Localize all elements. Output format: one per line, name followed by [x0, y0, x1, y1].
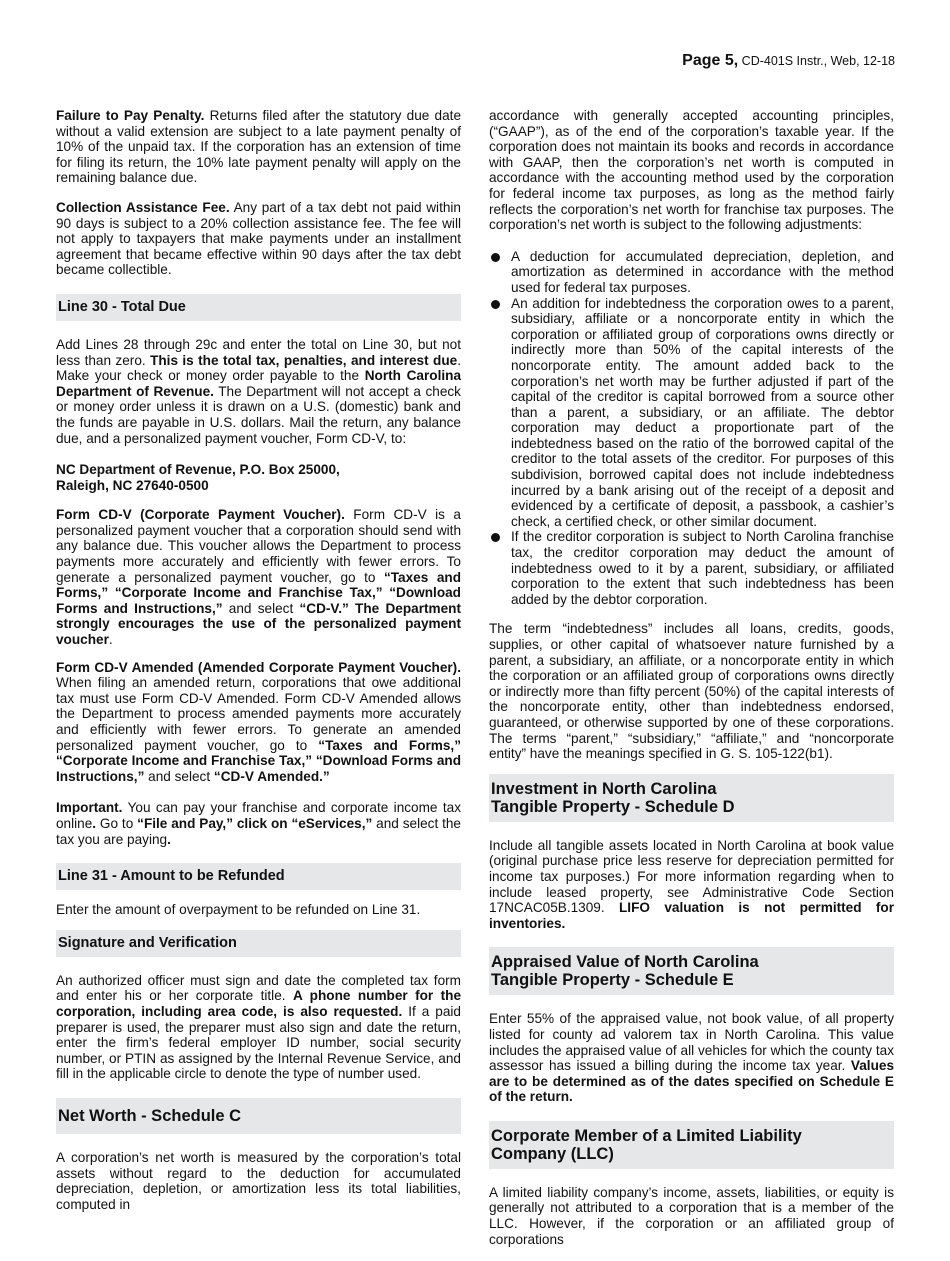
signature-text-1: An authorized officer must sign and date the completed tax form and enter his or her corporate title. [56, 972, 461, 1004]
cdv-amended-paragraph [56, 660, 461, 785]
important-paragraph [56, 800, 461, 847]
collection-fee-text: Any part of a tax debt not paid within 90 days is subject to a 20% collection assistance fee. The fee will not apply to taxpayers that make payments under an installment agreement that became effective within 90 days after the tax debt became collectible. [56, 199, 461, 278]
line30-text-2: . Make your check or money order payable to the [56, 352, 461, 384]
page-header [682, 52, 895, 70]
llc-heading-line-1: Corporate Member of a Limited Liability [491, 1126, 802, 1145]
schedule-e-heading-line-2: Tangible Property - Schedule E [491, 971, 734, 990]
line30-bold-2: North Carolina Department of Revenue. [56, 368, 462, 399]
schedule-d-bold: LIFO valuation is not permitted for inventories. [489, 900, 894, 931]
cdv-text-1: Form CD-V is a personalized payment voucher that a corporation should send with any balance due. This voucher allows the Department to process payments more accurately and efficiently with fewer errors. To generate a personalized payment voucher, go to [56, 507, 461, 585]
signature-heading: Signature and Verification [56, 930, 461, 957]
schedule-d-text: Include all tangible assets located in North Carolina at book value (original purchase price less reserve for depreciation permitted for income tax purposes.) For more information regarding when to include leased property, see Administrative Code Section 17NCAC05B.1309. [489, 837, 894, 916]
important-bold-2: “File and Pay,” click on “eServices,” [137, 815, 373, 831]
right-column [489, 108, 894, 1261]
bullet-icon [491, 533, 500, 542]
list-item-text: An addition for indebtedness the corporation owes to a parent, subsidiary, affiliate or a noncorporate entity in which the corporation or affiliated group of corporations owns directly or indirectly more than 50% of the capital interests of the noncorporate entity. The amount added back to the corporation’s net worth may be further adjusted if part of the capital of the creditor is capital borrowed from a source other than a parent, a subsidiary, or an affiliate. The debtor corporation may deduct a proportionate part of the indebtedness based on the ratio of the borrowed capital of the creditor to the total assets of the creditor. For purposes of this subdivision, borrowed capital does not include indebtedness incurred by a bank arising out of the receipt of a deposit and evidenced by a certificate of deposit, a passbook, a cashier’s check, a certified check, or other similar document. [511, 295, 894, 529]
important-text-2: Go to [96, 815, 138, 831]
signature-bold-1: A phone number for the corporation, including area code, is also requested. [56, 988, 462, 1019]
networth-paragraph: A corporation’s net worth is measured by the corporation’s total assets without regard to the deduction for accumulated depreciation, depletion, or amortization less its total liabilities, computed in [56, 1149, 461, 1212]
important-bold-3: . [167, 831, 171, 847]
indebtedness-paragraph: The term “indebtedness” includes all loans, credits, goods, supplies, or other capital of whatsoever nature furnished by a parent, a subsidiary, an affiliate, or a noncorporate entity in which the corporation or an affiliated group of corporations owns directly or indirectly more than fifty percent (50%) of the capital interests of the noncorporate entity, other than indebtedness endorsed, guaranteed, or otherwise supported by one of these corporations. The terms “parent,” “subsidiary,” “affiliate,” and “noncorporate entity” have the meanings specified in G. S. 105-122(b1). [489, 621, 894, 762]
line30-bold-1: This is the total tax, penalties, and interest due [150, 352, 458, 368]
line30-text-3: The Department will not accept a check or money order unless it is drawn on a U.S. (domestic) bank and the funds are payable in U.S. dollars. Mail the return, any balance due, and a personalized payment voucher, Form CD-V, to: [56, 383, 461, 446]
adjustments-list [489, 249, 894, 608]
list-item [489, 296, 894, 530]
collection-fee-title: Collection Assistance Fee. [56, 199, 230, 215]
bullet-icon [491, 253, 500, 262]
schedule-e-heading [489, 947, 894, 995]
llc-paragraph: A limited liability company’s income, assets, liabilities, or equity is generally not attributed to a corporation that is a member of the LLC. However, if the corporation or an affiliated group of corporations [489, 1184, 894, 1247]
cdv-text-2: and select [222, 600, 300, 616]
form-reference: CD-401S Instr., Web, 12-18 [741, 54, 895, 68]
bullet-icon [491, 300, 500, 309]
list-item [489, 529, 894, 607]
line30-heading: Line 30 - Total Due [56, 294, 461, 321]
mailing-address [56, 462, 461, 493]
failure-to-pay-paragraph [56, 108, 461, 186]
cdv-amended-bold-1: “Taxes and Forms,” “Corporate Income and Franchise Tax,” “Download Forms and Instructions,” [56, 737, 462, 784]
schedule-e-bold: Values are to be determined as of the dates specified on Schedule E of the return. [489, 1058, 894, 1105]
schedule-e-paragraph [489, 1011, 894, 1105]
cdv-text-3: . [108, 632, 113, 648]
schedule-e-text: Enter 55% of the appraised value, not book value, of all property listed for county ad valorem tax in North Carolina. This value includes the appraised value of all vehicles for which the county tax assessor has issued a billing during the income tax year. [489, 1011, 894, 1074]
llc-heading-line-2: Company (LLC) [491, 1144, 614, 1163]
line30-paragraph [56, 337, 461, 446]
cdv-bold-1: “Taxes and Forms,” “Corporate Income and Franchise Tax,” “Download Forms and Instructions,” [56, 569, 461, 616]
cdv-amended-text-1: When filing an amended return, corporations that owe additional tax must use Form CD-V Amended. Form CD-V Amended allows the Department to process amended payments more accurately and efficiently with fewer errors. To generate an amended personalized payment voucher, go to [56, 675, 461, 753]
line30-text-1: Add Lines 28 through 29c and enter the total on Line 30, but not less than zero. [56, 336, 461, 368]
line31-heading: Line 31 - Amount to be Refunded [56, 863, 461, 890]
page-number: Page 5, [682, 52, 739, 69]
cdv-amended-title: Form CD-V Amended (Amended Corporate Payment Voucher). [56, 659, 461, 675]
important-bold-1: . [92, 815, 97, 831]
list-item-text: If the creditor corporation is subject to North Carolina franchise tax, the creditor corporation may deduct the amount of indebtedness owed to it by a parent, subsidiary, or affiliated corporation to the extent that such indebtedness has been added by the debtor corporation. [511, 529, 894, 607]
schedule-d-heading-line-2: Tangible Property - Schedule D [491, 797, 735, 816]
cdv-bold-2: “CD-V.” The Department strongly encourages the use of the personalized payment voucher [56, 600, 461, 648]
failure-to-pay-title: Failure to Pay Penalty. [56, 108, 205, 123]
schedule-d-paragraph [489, 838, 894, 932]
signature-text-2: If a paid preparer is used, the preparer must also sign and date the return, enter the firm’s federal employer ID number, social security number, or PTIN as assigned by the Internal Revenue Service, and fill in the applicable circle to denote the type of number used. [56, 1003, 461, 1082]
cdv-title: Form CD-V (Corporate Payment Voucher). [56, 507, 345, 523]
networth-heading: Net Worth - Schedule C [56, 1098, 461, 1134]
important-text-3: and select the tax you are paying [56, 815, 461, 847]
gaap-paragraph: accordance with generally accepted accounting principles, (“GAAP”), as of the end of the corporation’s taxable year. If the corporation does not maintain its books and records in accordance with GAAP, then the corporation’s net worth is computed in accordance with the accounting method used by the corporation for federal income tax purposes, as long as the method fairly reflects the corporation’s net worth for franchise tax purposes. The corporation’s net worth is subject to the following adjustments: [489, 108, 894, 233]
cdv-amended-bold-2: “CD-V Amended.” [213, 768, 330, 784]
schedule-d-heading [489, 774, 894, 822]
address-line-2: Raleigh, NC 27640-0500 [56, 477, 209, 493]
collection-fee-paragraph [56, 200, 461, 278]
cdv-paragraph [56, 507, 461, 647]
cdv-amended-text-2: and select [144, 768, 214, 784]
left-column [56, 108, 461, 1226]
schedule-e-heading-line-1: Appraised Value of North Carolina [491, 953, 759, 972]
failure-to-pay-text: Returns filed after the statutory due date without a valid extension are subject to a late payment penalty of 10% of the unpaid tax. If the corporation has an extension of time for filing its return, the 10% late payment penalty will apply on the remaining balance due. [56, 108, 462, 186]
line31-paragraph: Enter the amount of overpayment to be refunded on Line 31. [56, 902, 421, 918]
llc-heading [489, 1121, 894, 1169]
address-line-1: NC Department of Revenue, P.O. Box 25000, [56, 462, 340, 478]
important-title: Important. [56, 800, 123, 816]
list-item-text: A deduction for accumulated depreciation, depletion, and amortization as determined in accordance with the method used for federal tax purposes. [511, 248, 894, 295]
schedule-d-heading-line-1: Investment in North Carolina [491, 779, 717, 798]
list-item [489, 249, 894, 296]
signature-paragraph [56, 973, 461, 1082]
important-text-1: You can pay your franchise and corporate income tax online [56, 800, 461, 831]
